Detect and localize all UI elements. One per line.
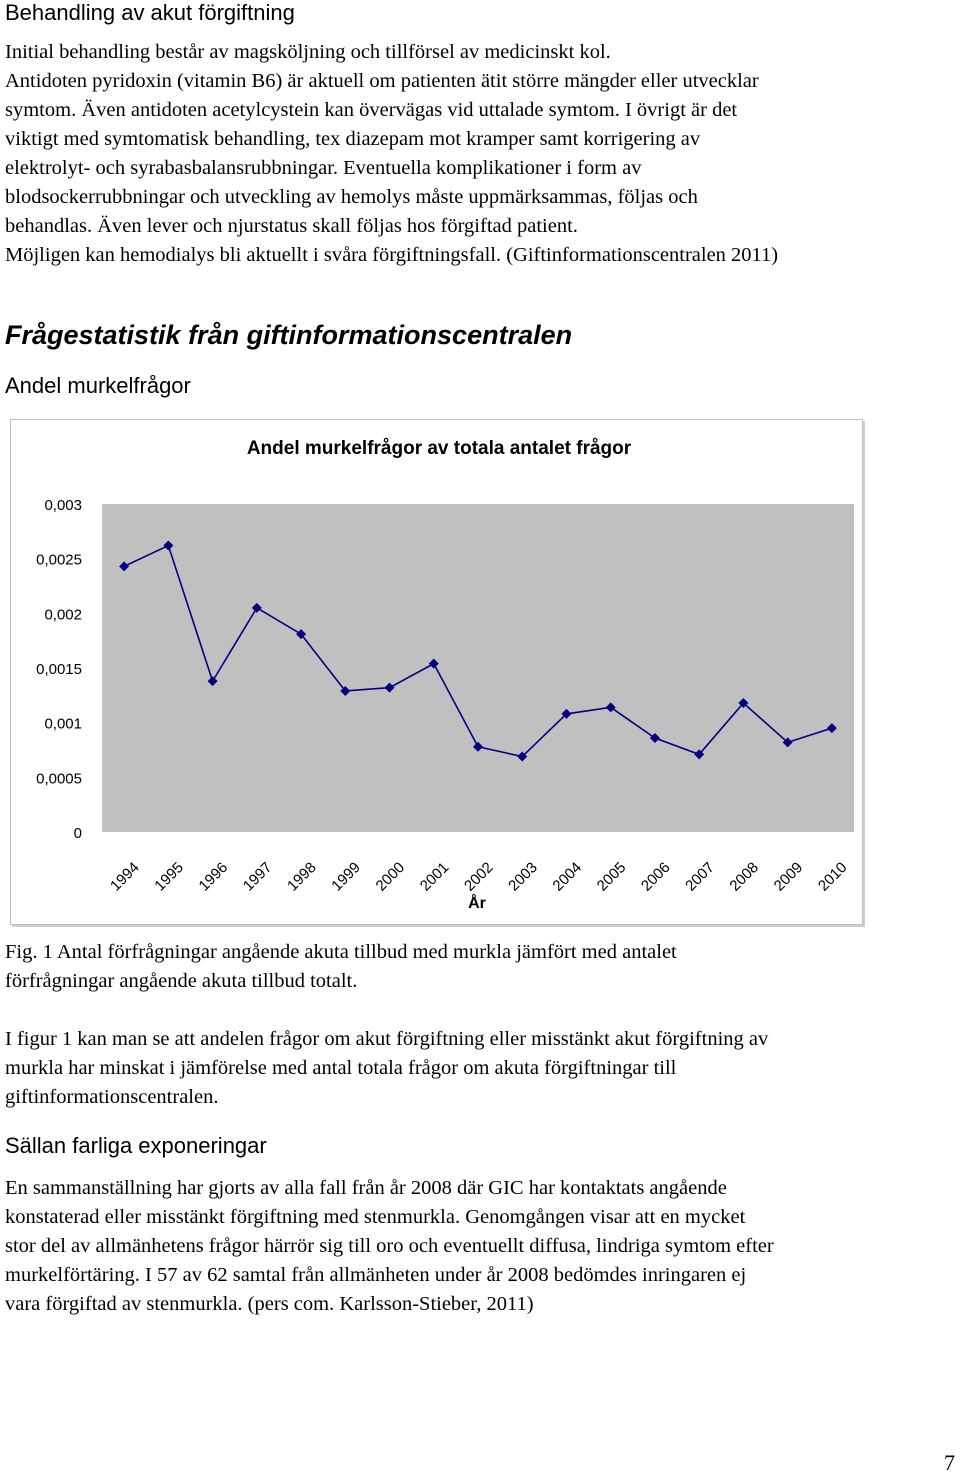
text-line: murkla har minskat i jämförelse med antal totala frågor om akuta förgiftningar till: [5, 1057, 677, 1079]
figure-discussion-paragraph: [5, 1025, 955, 1112]
x-tick-label: 2005: [593, 859, 630, 895]
rare-exposures-paragraph: [5, 1174, 955, 1319]
text-line: konstaterad eller misstänkt förgiftning med stenmurkla. Genomgången visar att en mycket: [5, 1206, 746, 1228]
y-axis-ticks: [36, 497, 82, 842]
text-line: elektrolyt- och syrabasbalansrubbningar. Eventuella komplikationer i form av: [5, 157, 642, 179]
text-line: viktigt med symtomatisk behandling, tex diazepam mot kramper samt korrigering av: [5, 128, 701, 150]
section-heading-statistics: Frågestatistik från giftinformationscentralen: [5, 320, 573, 350]
x-tick-label: 2006: [637, 859, 674, 895]
text-line: En sammanställning har gjorts av alla fall från år 2008 där GIC har kontaktats angående: [5, 1177, 727, 1199]
x-tick-label: 1999: [328, 859, 364, 895]
y-tick-label: 0,001: [44, 715, 82, 733]
y-tick-label: 0,002: [44, 606, 82, 624]
x-tick-label: 2004: [549, 859, 586, 895]
x-tick-label: 1998: [284, 859, 320, 895]
section-subheading-morel-questions: Andel murkelfrågor: [5, 373, 191, 398]
text-line: behandlas. Även lever och njurstatus skall följas hos förgiftad patient.: [5, 215, 578, 237]
plot-area: [102, 504, 854, 832]
text-line: blodsockerrubbningar och utveckling av hemolys måste uppmärksammas, följas och: [5, 186, 698, 208]
x-tick-label: 2007: [682, 859, 718, 895]
y-tick-label: 0,0025: [36, 551, 82, 569]
y-tick-label: 0,003: [44, 497, 82, 514]
line-chart: [11, 420, 864, 926]
text-line: I figur 1 kan man se att andelen frågor om akut förgiftning eller misstänkt akut förgiftning av: [5, 1028, 769, 1050]
text-line: Initial behandling består av magsköljning och tillförsel av medicinskt kol.: [5, 41, 611, 63]
text-line: vara förgiftad av stenmurkla. (pers com. Karlsson-Stieber, 2011): [5, 1293, 534, 1315]
x-tick-label: 2002: [461, 859, 497, 895]
x-tick-label: 1995: [151, 859, 187, 895]
text-line: giftinformationscentralen.: [5, 1086, 219, 1108]
y-tick-label: 0,0015: [36, 661, 82, 678]
text-line: stor del av allmänhetens frågor härrör sig till oro och eventuellt diffusa, lindriga symtom efter: [5, 1235, 774, 1257]
chart-title: Andel murkelfrågor av totala antalet frågor: [246, 438, 632, 459]
y-tick-label: 0: [73, 825, 82, 842]
x-tick-label: 1997: [239, 859, 276, 895]
text-line: symtom. Även antidoten acetylcystein kan övervägas vid uttalade symtom. I övrigt är det: [5, 99, 738, 121]
x-axis-ticks: [107, 859, 850, 895]
chart-frame: [10, 419, 863, 925]
x-tick-label: 2009: [770, 859, 807, 895]
text-line: Möjligen kan hemodialys bli aktuellt i svåra förgiftningsfall. (Giftinformationscentralen 2011): [5, 244, 779, 266]
x-tick-label: 2001: [416, 859, 453, 895]
figure-caption: [5, 938, 955, 996]
treatment-paragraph: [5, 38, 955, 270]
y-tick-label: 0,0005: [36, 770, 82, 788]
x-tick-label: 1994: [107, 859, 143, 895]
x-tick-label: 2000: [372, 859, 409, 895]
x-tick-label: 2003: [505, 859, 541, 895]
x-axis-label: År: [468, 895, 486, 912]
caption-line: Fig. 1 Antal förfrågningar angående akuta tillbud med murkla jämfört med antalet: [5, 941, 677, 963]
caption-line: förfrågningar angående akuta tillbud totalt.: [5, 970, 358, 992]
text-line: murkelförtäring. I 57 av 62 samtal från allmänheten under år 2008 bedömdes inringaren ej: [5, 1264, 747, 1286]
text-line: Antidoten pyridoxin (vitamin B6) är aktuell om patienten ätit större mängder eller utvecklar: [5, 70, 759, 92]
x-tick-label: 2008: [726, 859, 763, 895]
page-number: 7: [944, 1450, 955, 1475]
section-heading-treatment: Behandling av akut förgiftning: [5, 0, 295, 25]
x-tick-label: 1996: [195, 859, 232, 895]
x-tick-label: 2010: [814, 859, 851, 895]
section-heading-rare-exposures: Sällan farliga exponeringar: [5, 1133, 267, 1158]
